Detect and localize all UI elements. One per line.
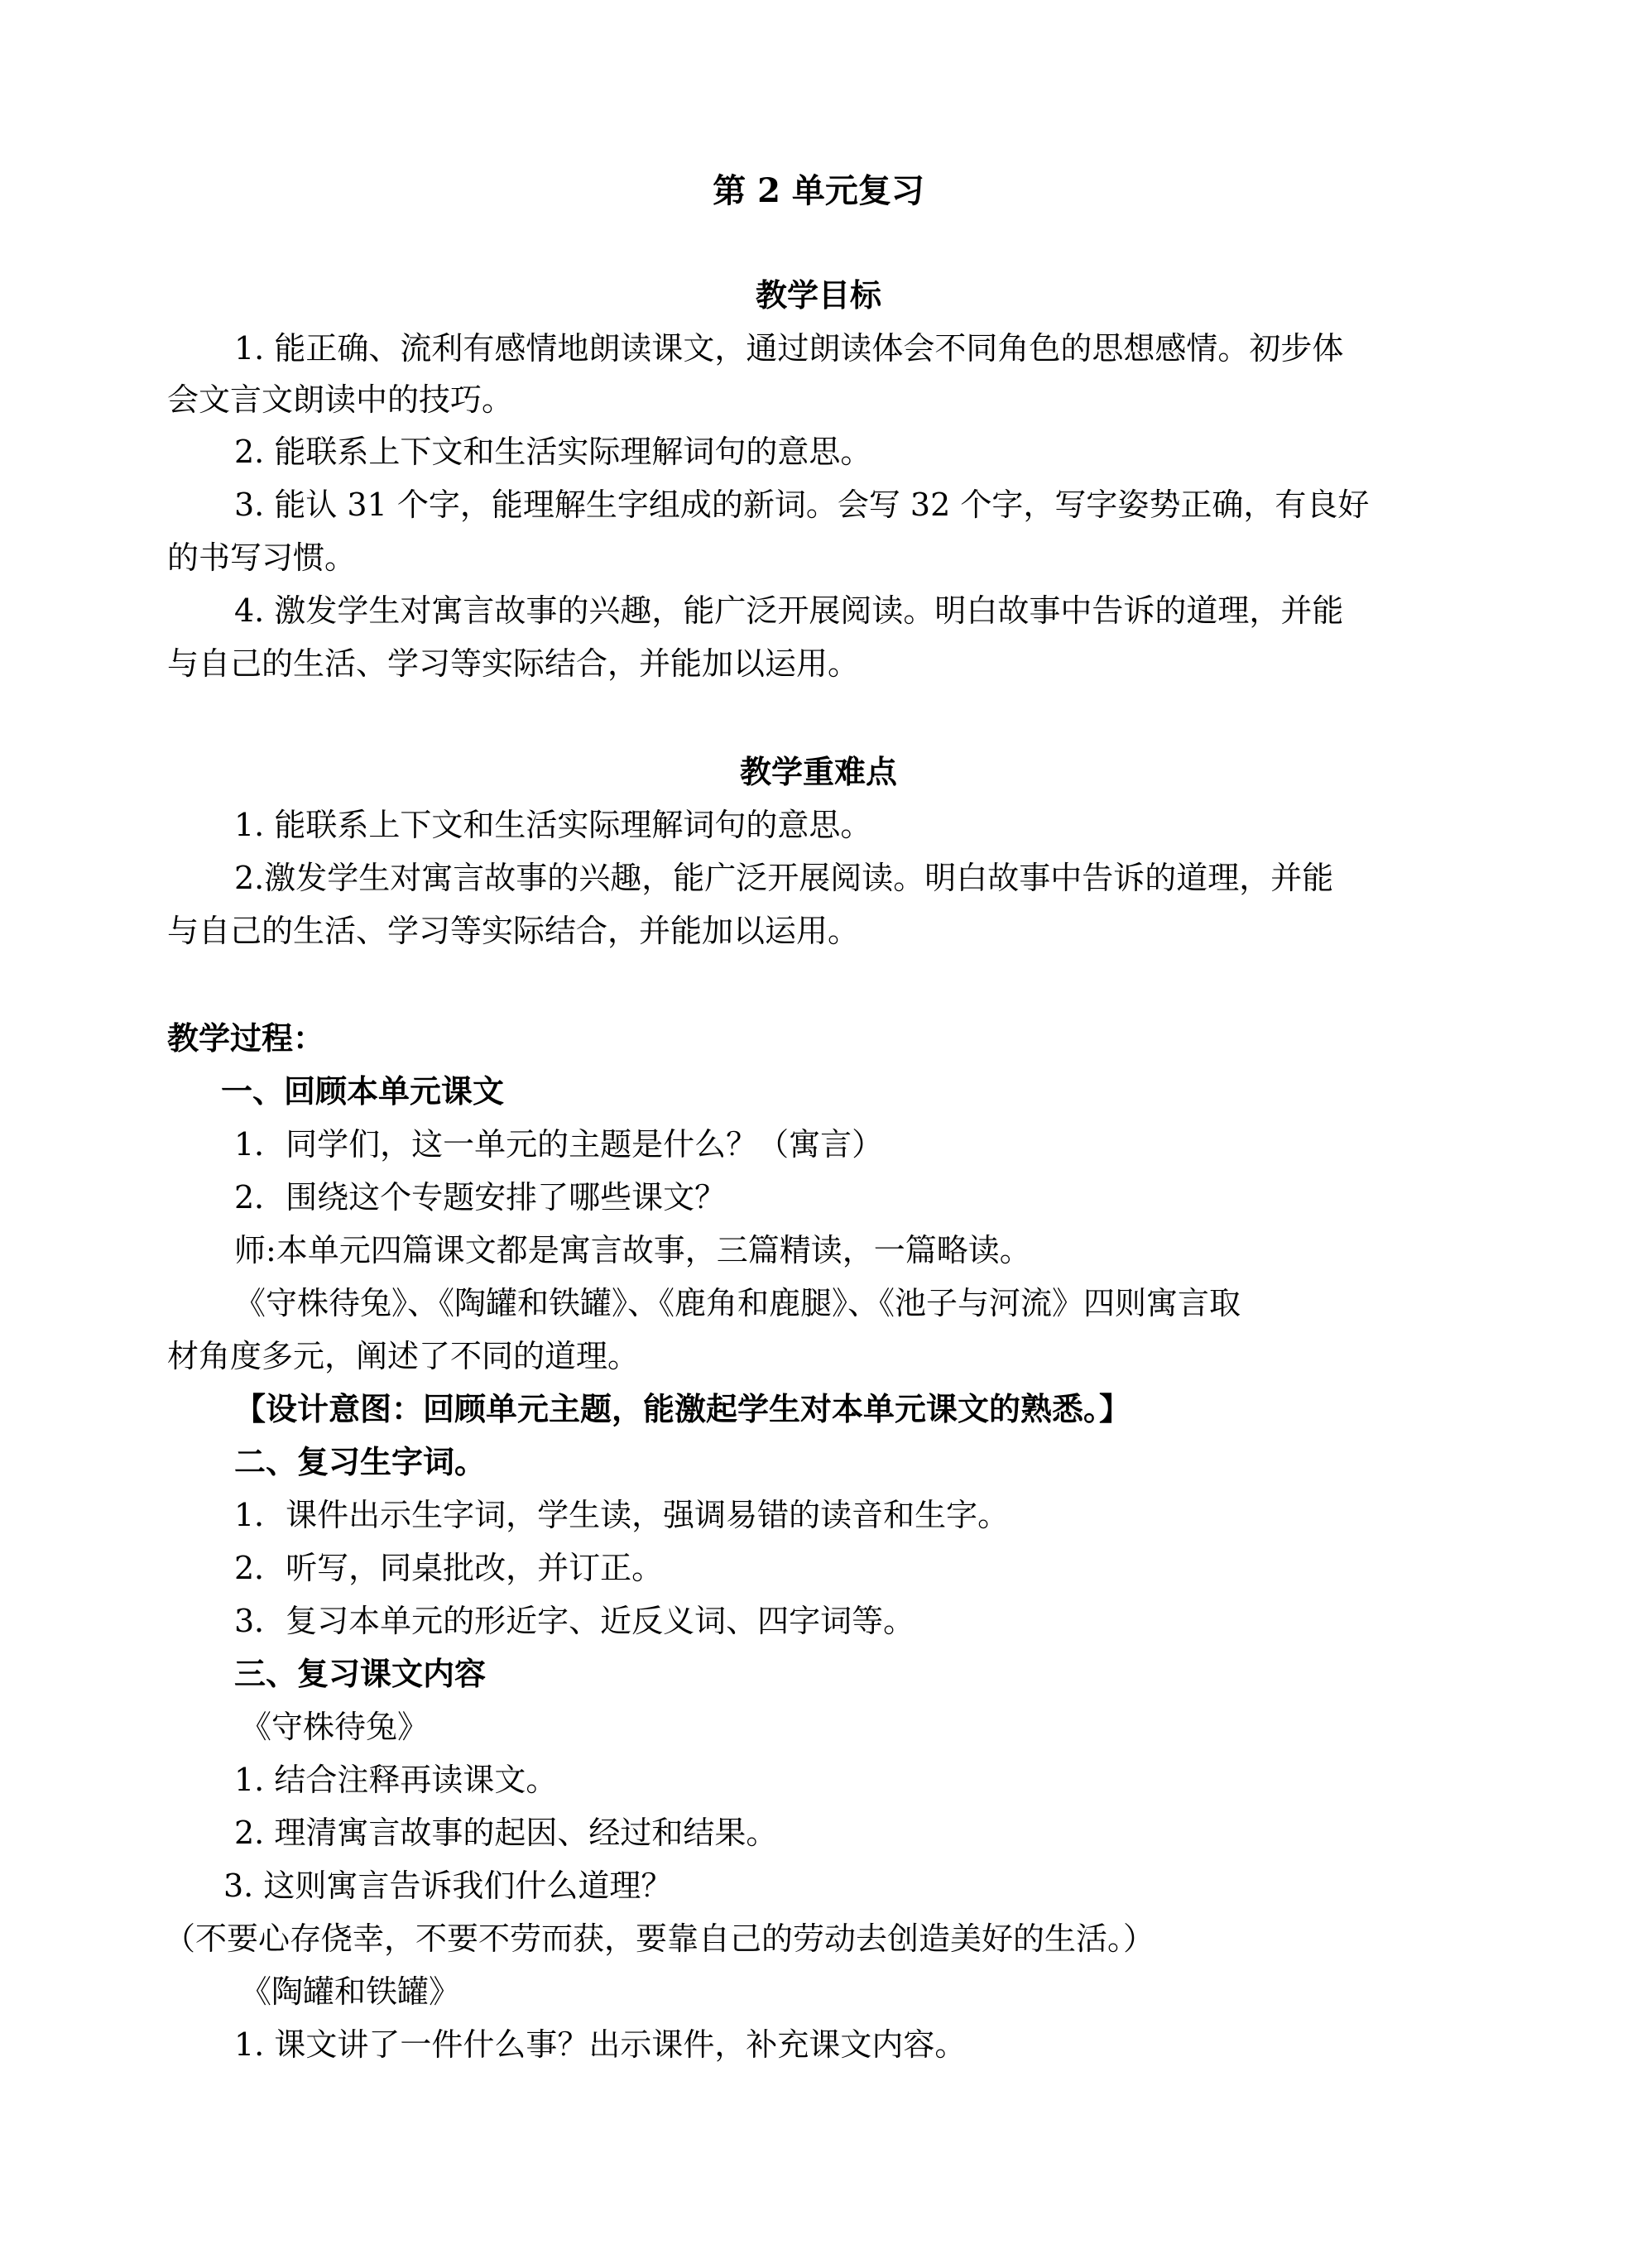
section-line: 1．同学们，这一单元的主题是什么？（寓言） (234, 1126, 884, 1163)
objectives-line: 与自己的生活、学习等实际结合，并能加以运用。 (167, 645, 860, 682)
key-points-line: 2.激发学生对寓言故事的兴趣，能广泛开展阅读。明白故事中告诉的道理，并能 (234, 860, 1334, 896)
section-line: 1. 结合注释再读课文。 (234, 1762, 558, 1798)
section-title: 一、回顾本单元课文 (221, 1072, 505, 1110)
design-intent: 【设计意图：回顾单元主题，能激起学生对本单元课文的熟悉。】 (234, 1390, 1131, 1427)
section-line: 材角度多元，阐述了不同的道理。 (167, 1338, 640, 1374)
section-line: 师:本单元四篇课文都是寓言故事，三篇精读，一篇略读。 (234, 1232, 1031, 1268)
key-points-line: 1. 能联系上下文和生活实际理解词句的意思。 (234, 807, 872, 843)
section-line: 3．复习本单元的形近字、近反义词、四字词等。 (234, 1603, 915, 1639)
objectives-heading: 教学目标 (755, 276, 881, 314)
key-points-line: 与自己的生活、学习等实际结合，并能加以运用。 (167, 913, 860, 949)
objectives-line: 2. 能联系上下文和生活实际理解词句的意思。 (234, 434, 872, 470)
objectives-line: 的书写习惯。 (167, 539, 357, 576)
section-line: 1. 课文讲了一件什么事？出示课件，补充课文内容。 (234, 2026, 967, 2063)
objectives-line: 4. 激发学生对寓言故事的兴趣，能广泛开展阅读。明白故事中告诉的道理，并能 (234, 592, 1344, 629)
objectives-line: 会文言文朗读中的技巧。 (167, 381, 514, 418)
section-line: 2. 理清寓言故事的起因、经过和结果。 (234, 1815, 778, 1851)
process-heading: 教学过程： (167, 1019, 325, 1057)
section-line: 《陶罐和铁罐》 (240, 1973, 461, 2010)
section-line: 3. 这则寓言告诉我们什么道理？ (223, 1868, 673, 1904)
section-line: 《守株待兔》 (240, 1709, 430, 1745)
section-line: 《守株待兔》、《陶罐和铁罐》、《鹿角和鹿腿》、《池子与河流》四则寓言取 (234, 1285, 1241, 1321)
section-line: （不要心存侥幸，不要不劳而获，要靠自己的劳动去创造美好的生活。） (164, 1920, 1155, 1957)
section-title: 三、复习课文内容 (234, 1655, 487, 1692)
objectives-line: 1. 能正确、流利有感情地朗读课文，通过朗读体会不同角色的思想感情。初步体 (234, 330, 1344, 367)
section-title: 二、复习生字词。 (234, 1443, 487, 1480)
section-line: 2．围绕这个专题安排了哪些课文？ (234, 1179, 727, 1216)
key-points-heading: 教学重难点 (739, 753, 897, 790)
section-line: 2．听写，同桌批改，并订正。 (234, 1550, 664, 1586)
page-title: 第 2 单元复习 (713, 171, 924, 210)
section-line: 1．课件出示生字词，学生读，强调易错的读音和生字。 (234, 1497, 1010, 1533)
objectives-line: 3. 能认 31 个字，能理解生字组成的新词。会写 32 个字，写字姿势正确，有良好 (234, 487, 1370, 523)
